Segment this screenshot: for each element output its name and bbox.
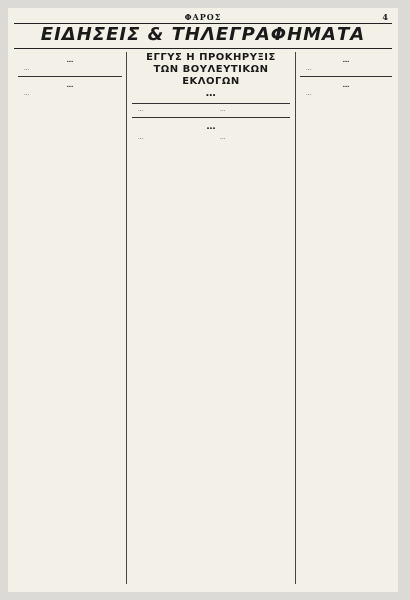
article-body: … <box>24 91 30 97</box>
newspaper-page <box>8 8 398 592</box>
column-left <box>18 52 122 584</box>
column-divider <box>126 52 127 584</box>
section-banner: ΕΙΔΗΣΕΙΣ & ΤΗΛΕΓΡΑΦΗΜΑΤΑ <box>40 24 366 45</box>
article-heading: … <box>66 81 74 89</box>
article-body-columns <box>132 135 290 142</box>
column-divider <box>295 52 296 584</box>
lead-separator <box>132 103 290 104</box>
article-separator <box>132 117 290 118</box>
publication-name: ΦΑΡΟΣ <box>184 12 222 22</box>
lead-headline-line2: … <box>205 88 217 99</box>
article-body: … <box>24 66 30 72</box>
lead-headline-line1: ΕΓΓΥΣ Η ΠΡΟΚΗΡΥΞΙΣ ΤΩΝ ΒΟΥΛΕΥΤΙΚΩΝ ΕΚΛΟΓΩΝ <box>146 52 276 87</box>
article-heading: … <box>342 56 350 64</box>
article-body: … <box>220 135 226 141</box>
lead-body-columns <box>132 107 290 114</box>
column-middle <box>132 52 290 584</box>
article-separator <box>18 76 122 77</box>
banner-rule <box>14 48 392 49</box>
article-body: … <box>138 135 144 141</box>
article-body: … <box>220 107 226 113</box>
column-right <box>300 52 392 584</box>
article-heading: … <box>206 122 216 132</box>
article-body: … <box>306 91 312 97</box>
article-heading: … <box>342 81 350 89</box>
article-separator <box>300 76 392 77</box>
article-body: … <box>138 107 144 113</box>
article-body: … <box>306 66 312 72</box>
article-heading: … <box>66 56 74 64</box>
page-number: 4 <box>382 12 388 22</box>
